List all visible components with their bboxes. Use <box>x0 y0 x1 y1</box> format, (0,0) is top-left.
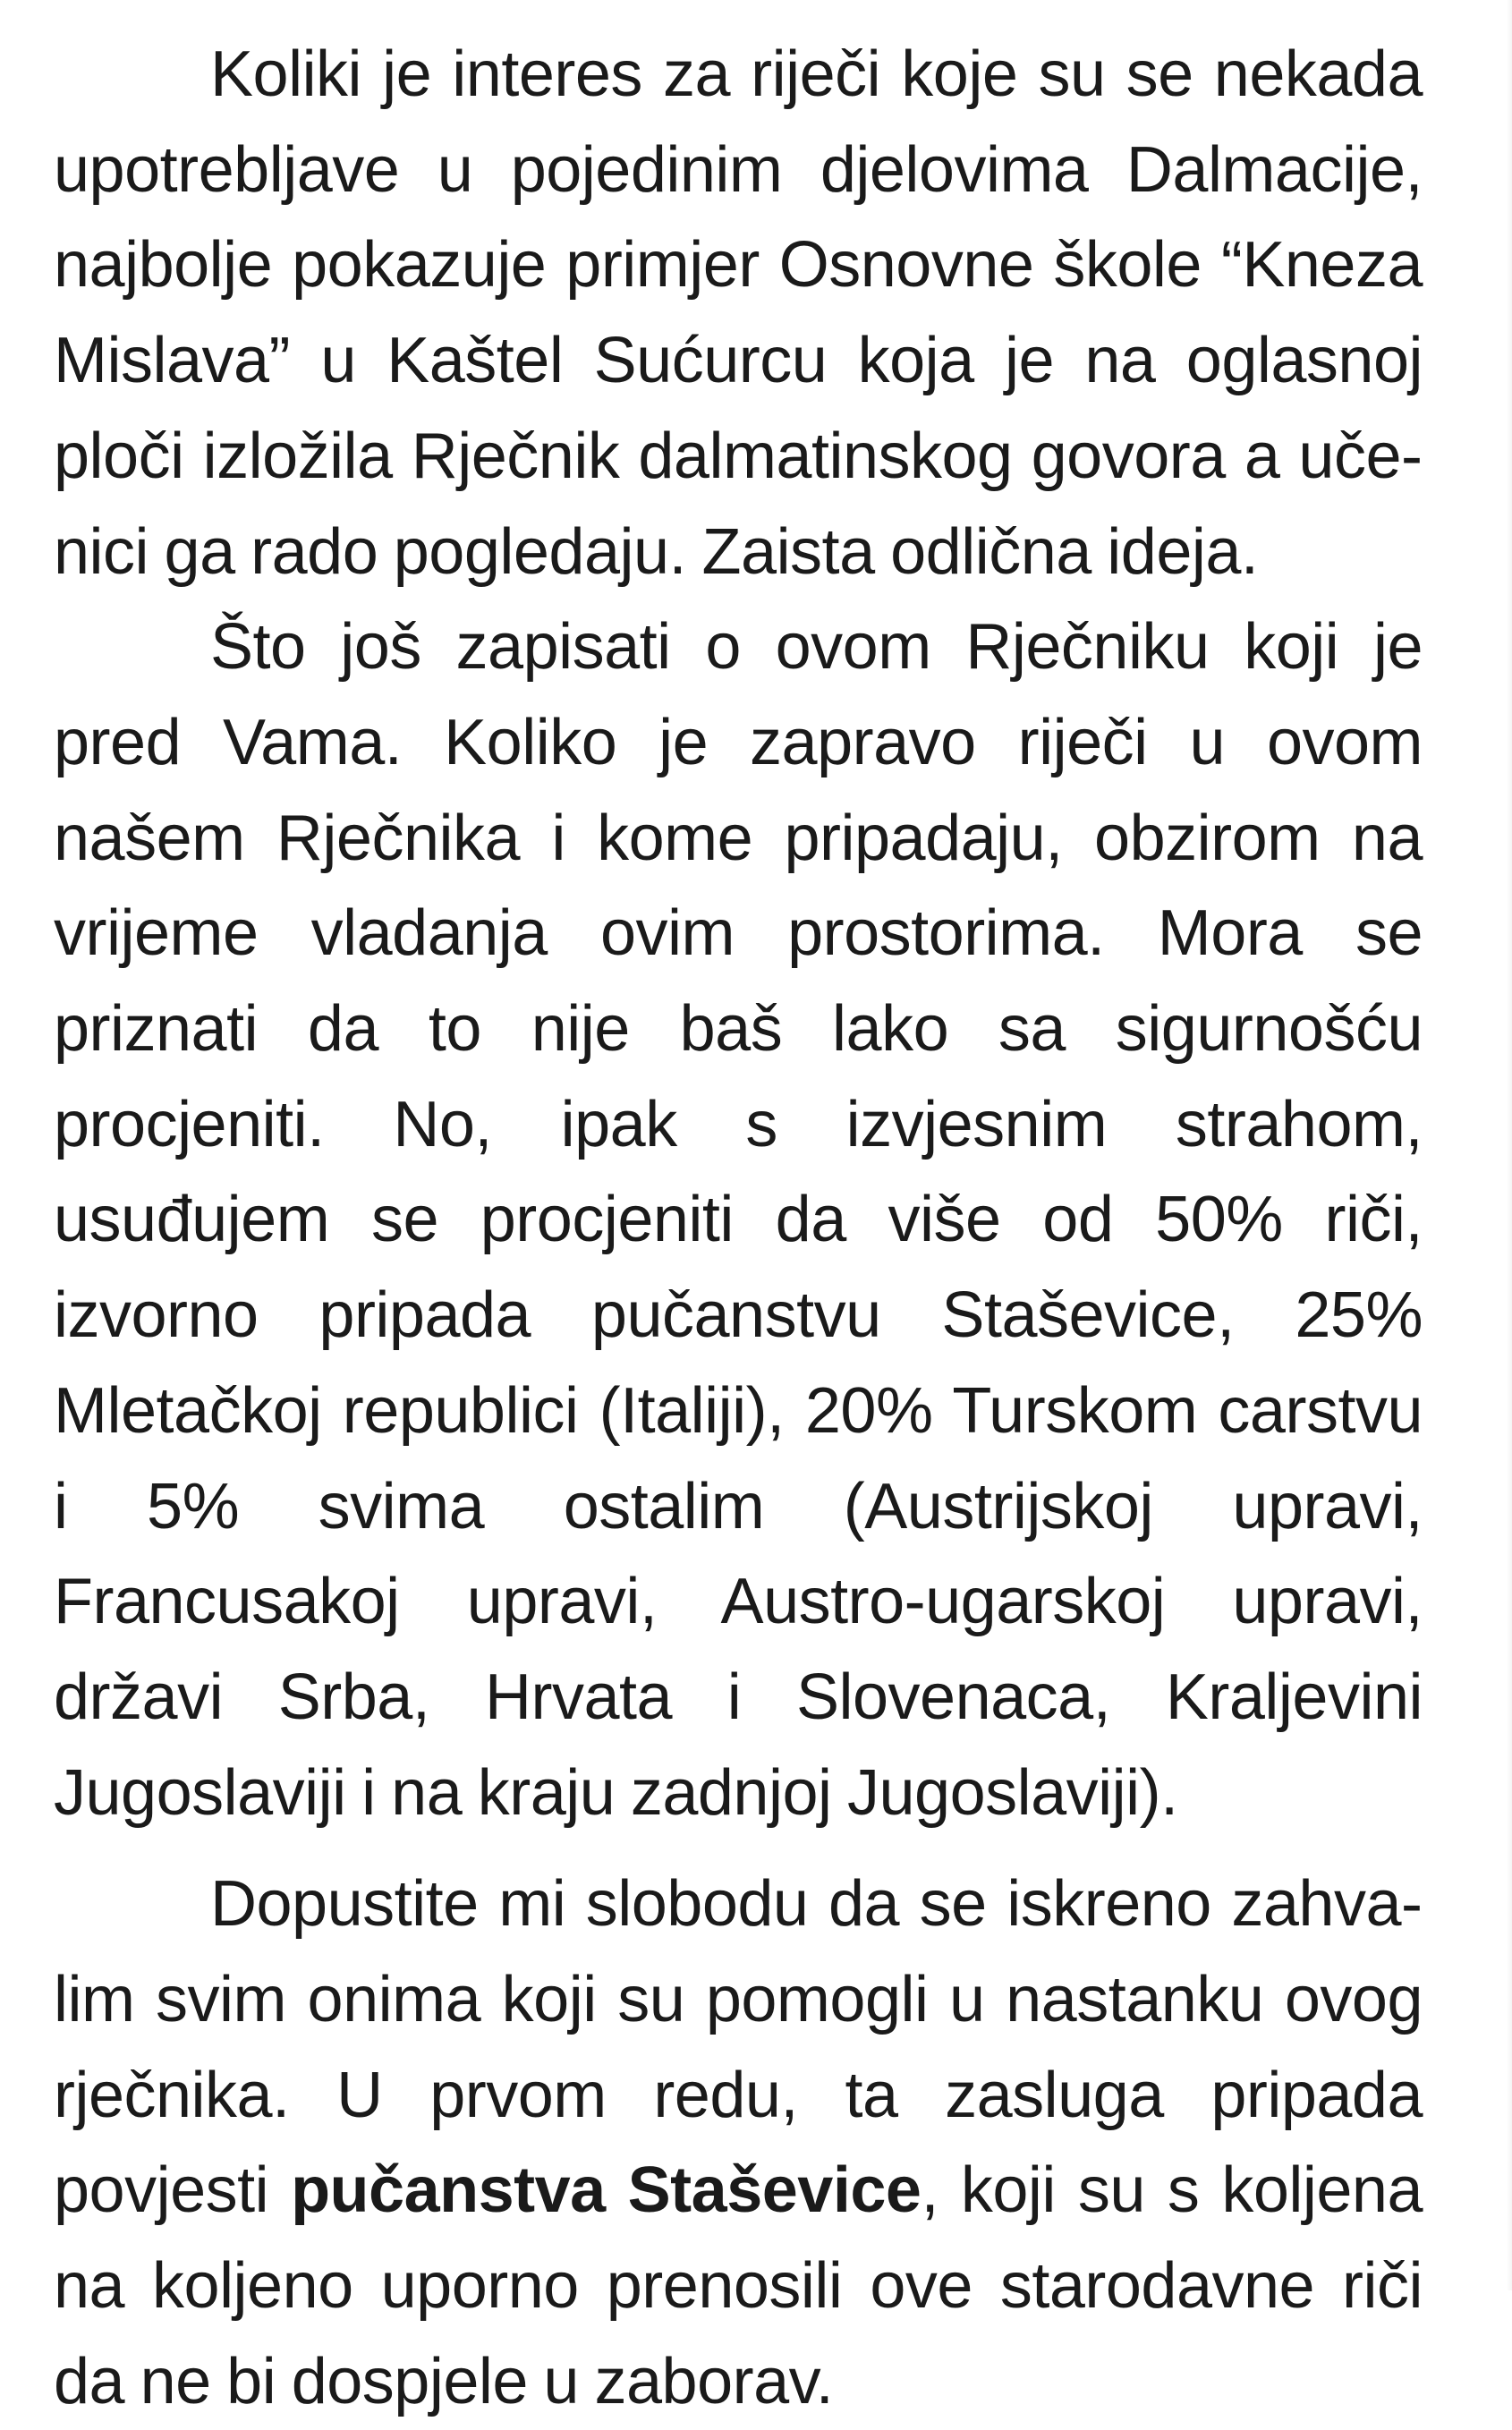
paragraph-3-text-before: Dopustite mi slobodu da se iskreno zahvalim svim onima koji su pomogli u nastanku ovog rječnika. U prvom redu, ta zasluga pripada povjesti <box>54 1868 1423 2227</box>
paragraph-3-text-after: , koji su s koljena na koljeno uporno prenosili ove starodavne riči da ne bi dospjele u zaborav. <box>54 2154 1423 2417</box>
paragraph-3-bold-phrase: pučanstva Staševice <box>291 2154 922 2227</box>
scan-edge <box>1507 0 1512 2290</box>
paragraph-3 <box>54 1856 1423 2429</box>
paragraph-1: Koliki je interes za riječi koje su se nekada upotrebljave u pojedinim djelovima Dalmacije, najbolje pokazuje primjer Osnovne škole “Kneza Mislava” u Kaštel Sućurcu koja je na oglasnoj ploči izložila Rječnik dalmatinskog govora a učenici ga rado pogledaju. Zaista odlična ideja. <box>54 38 1423 588</box>
body-text <box>54 27 1423 2430</box>
paragraph-2: Što još zapisati o ovom Rječniku koji je pred Vama. Koliko je zapravo riječi u ovom našem Rječnika i kome pripadaju, obzirom na vrijeme vladanja ovim prostorima. Mora se priznati da to nije baš lako sa sigurnošću procjeniti. No, ipak s izvjesnim strahom, usuđujem se procjeniti da više od 50% riči, izvorno pripada pučanstvu Staševice, 25% Mletačkoj republici (Italiji), 20% Turskom carstvu i 5% svima ostalim (Austrijskoj upravi, Francusakoj upravi, Austro-ugarskoj upravi, državi Srba, Hrvata i Slovenaca, Kraljevini Jugoslaviji i na kraju zadnjoj Jugoslaviji). <box>54 611 1423 1829</box>
